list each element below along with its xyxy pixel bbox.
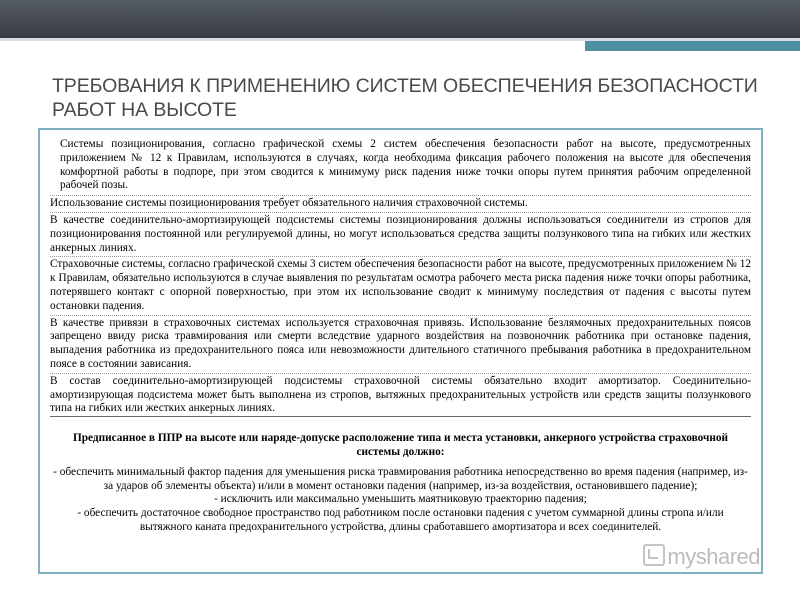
accent-bar: [585, 41, 800, 51]
spacer: [50, 418, 751, 432]
watermark-logo: [643, 544, 760, 570]
paragraph-harness: В качестве привязи в страховочных системах используется страховочная привязь. Использование безлямочных предохранительных поясов запрещено ввиду риска травмирования или смерти вследствие ударного воздействия на позвоночник работника при остановке падения, выпадения работника из предохранительного пояса или невозможности длительного статичного пребывания работника в предохранительном поясе в состоянии зависания.: [50, 316, 751, 370]
watermark-text: myshared: [667, 544, 760, 569]
slide-title: ТРЕБОВАНИЯ К ПРИМЕНЕНИЮ СИСТЕМ ОБЕСПЕЧЕНИЯ БЕЗОПАСНОСТИ РАБОТ НА ВЫСОТЕ: [52, 75, 758, 121]
myshared-logo-icon: [643, 544, 665, 566]
anchor-requirements-heading: Предписанное в ППР на высоте или наряде-допуске расположение типа и места установки, анкерного устройства страховочной системы должно:: [72, 432, 729, 458]
paragraph-positioning-systems: Системы позиционирования, согласно графической схемы 2 систем обеспечения безопасности работ на высоте, предусмотренных приложением № 12 к Правилам, используются в случаях, когда необходима фиксация рабочего положения на высоте для обеспечения комфортной работы в подпоре, при этом сводится к минимуму риск падения ниже точки опоры путем принятия рабочим определенной рабочей позы.: [60, 138, 751, 192]
paragraph-positioning-connectors: В качестве соединительно-амортизирующей подсистемы системы позиционирования должны использоваться соединители из стропов для позиционирования постоянной или регулируемой длины, но могут использоваться средства защиты ползункового типа на гибких или жестких анкерных линиях.: [50, 213, 751, 254]
paragraph-arrest-systems: Страховочные системы, согласно графической схемы 3 систем обеспечения безопасности работ на высоте, предусмотренных приложением № 12 к Правилам, обязательно используются в случае выявления по результатам осмотра рабочего места риска падения ниже точки опоры работника, потерявшего контакт с опорной поверхностью, при этом их использование сводит к минимуму последствия от падения с высоты путем остановки падения.: [50, 258, 751, 312]
paragraph-safety-system-required: Использование системы позиционирования требует обязательного наличия страховочной системы.: [50, 195, 751, 211]
requirement-item: - обеспечить минимальный фактор падения для уменьшения риска травмирования работника непосредственно во время падения (например, из-за ударов об элементы объекта) и/или в момент остановки падения (например, из-за воздействия, остановившего падение);: [53, 465, 748, 492]
content-frame: [38, 128, 763, 574]
top-band: [0, 0, 800, 38]
paragraph-shock-absorber: В состав соединительно-амортизирующей подсистемы страховочной системы обязательно входит амортизатор. Соединительно-амортизирующая подсистема может быть выполнена из стропов, вытяжных предохранительных устройств или средств защиты ползункового типа на гибких или жестких анкерных линиях.: [50, 373, 751, 417]
requirement-item: - исключить или максимально уменьшить маятниковую траекторию падения;: [214, 493, 587, 506]
requirement-item: - обеспечить достаточное свободное пространство под работником после остановки падения с учетом суммарной длины стропа и/или вытяжного каната предохранительного устройства, длины сработавшего амортизатора и всех соединителей.: [77, 507, 724, 533]
